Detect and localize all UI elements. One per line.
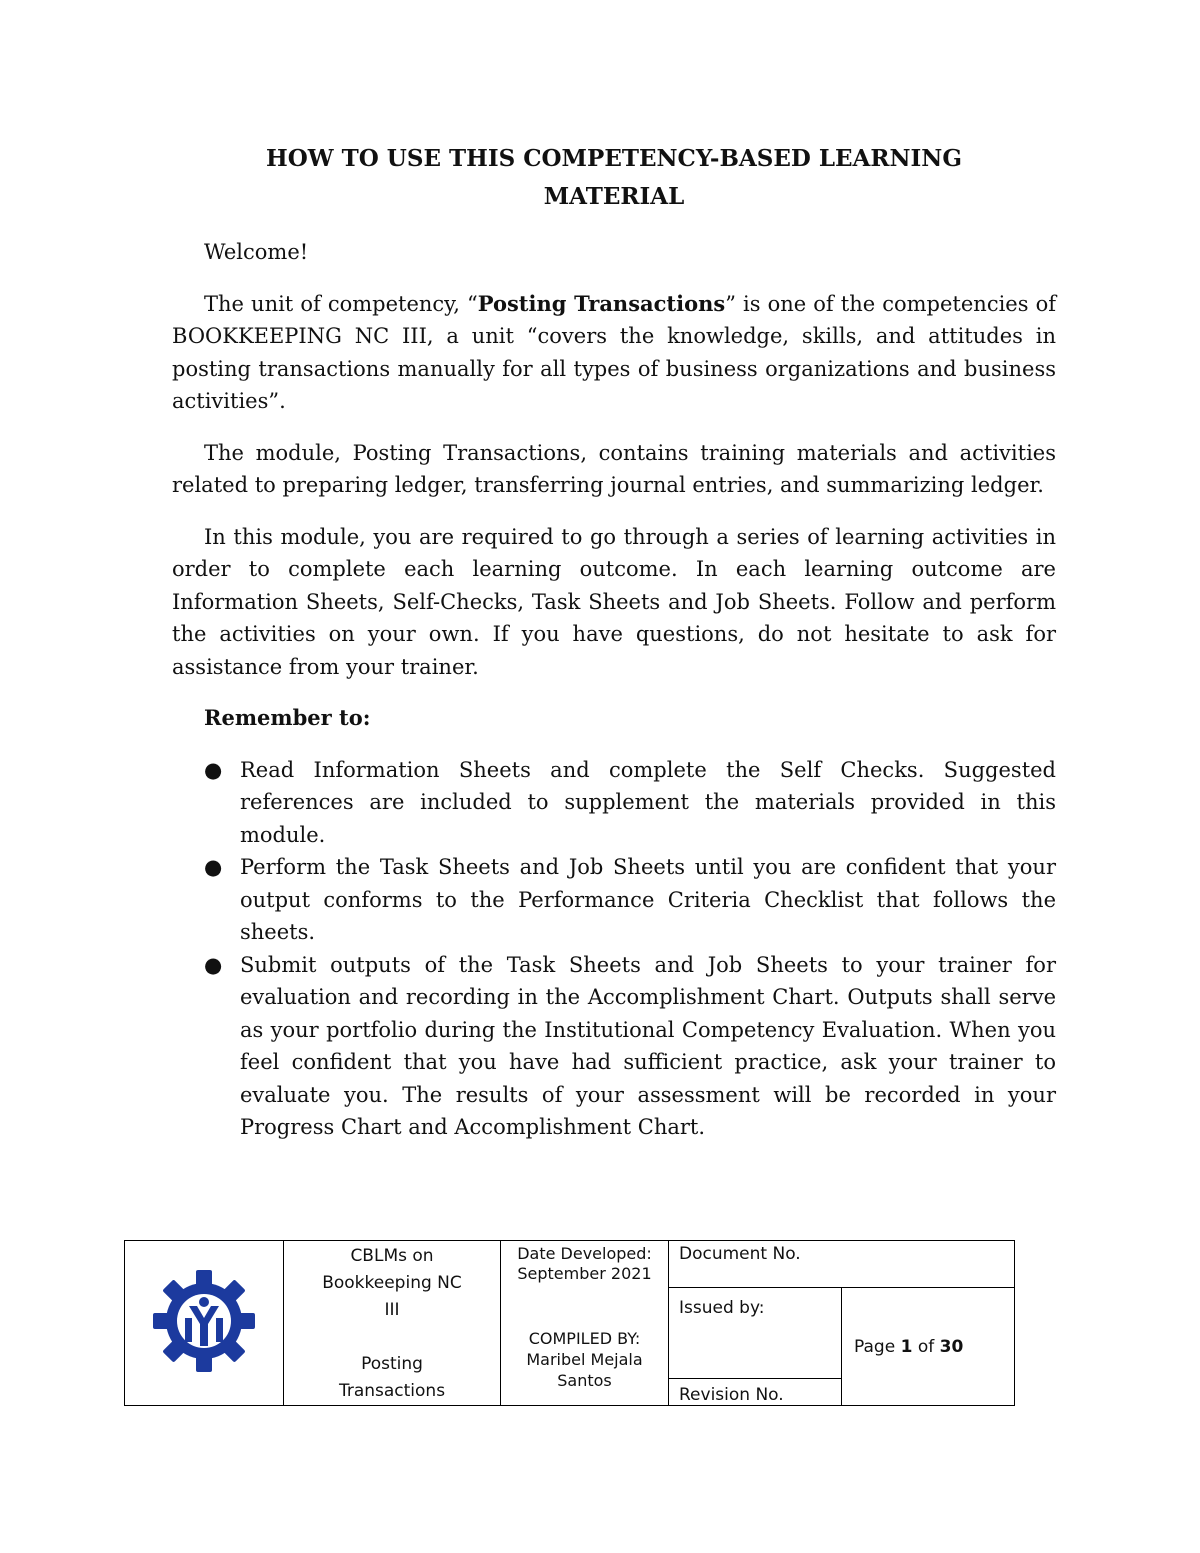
list-item-text: Submit outputs of the Task Sheets and Job Sheets to your trainer for evaluation and recording in the Accomplishment Chart. Outputs shall serve as your portfolio during the Institutional Competency Evaluation. When you feel confident that you have had sufficient practice, ask your trainer to evaluate you. The results of your assessment will be recorded in your Progress Chart and Accomplishment Chart. [240,952,1056,1139]
welcome-text: Welcome! [204,240,309,264]
list-item [204,851,1056,949]
paragraph-module: The module, Posting Transactions, contains training materials and activities related to preparing ledger, transferring journal entries, and summarizing ledger. [172,440,1056,497]
document-no-cell: Document No. [669,1241,1015,1288]
cblm-line-1: CBLMs on [350,1246,434,1266]
paragraph-instructions: In this module, you are required to go through a series of learning activities in order to complete each learning outcome. In each learning outcome are Information Sheets, Self-Checks, Task Sheets and Job Sheets. Follow and perform the activities on your own. If you have questions, do not hesitate to ask for assistance from your trainer. [172,524,1056,679]
cblm-line-3: III [384,1300,400,1320]
date-developed [501,1241,668,1284]
issued-by-cell: Issued by: [669,1288,842,1379]
module-line-1: Posting [361,1354,423,1374]
compiled-label: COMPILED BY: [528,1329,641,1348]
title-line-2: MATERIAL [543,183,685,210]
tesda-logo-icon [151,1268,257,1374]
bullet-icon: ● [204,855,223,879]
page-number-cell [842,1288,1015,1406]
page-total: 30 [939,1336,964,1357]
title-line-1: HOW TO USE THIS COMPETENCY-BASED LEARNING [266,145,962,172]
cblm-line-2: Bookkeeping NC [322,1273,462,1293]
list-item-text: Perform the Task Sheets and Job Sheets until you are confident that your output conforms to the Performance Criteria Checklist that follows the sheets. [240,855,1056,944]
bullet-icon: ● [204,952,223,977]
document-body [172,236,1056,1144]
paragraph-unit-of-competency [172,288,1056,418]
revision-no-cell: Revision No. [669,1379,842,1406]
cblm-title-cell [284,1241,501,1406]
page-current: 1 [900,1336,913,1357]
para1-pre: The unit of competency, “ [204,291,478,316]
para1-post: ” is one of the competencies of BOOKKEEPING NC III, a unit “covers the knowledge, skills, and attitudes in posting transactions manually for all types of business organizations and business activities”. [172,291,1056,413]
document-footer-table [124,1240,1015,1406]
remember-heading: Remember to: [204,705,371,730]
list-item-text: Read Information Sheets and complete the Self Checks. Suggested references are included to supplement the materials provided in this module. [240,757,1056,847]
bullet-icon: ● [204,757,223,782]
list-item [204,754,1056,852]
spacer [284,1324,500,1351]
page-of: of [917,1336,935,1357]
page-word: Page [854,1336,896,1357]
date-compiled-cell [501,1241,669,1406]
date-label: Date Developed: [517,1244,652,1263]
compiled-by [501,1328,668,1391]
para1-bold: Posting Transactions [477,290,726,316]
compiled-name-1: Maribel Mejala [526,1350,643,1369]
reminder-list [172,754,1056,1144]
module-line-2: Transactions [338,1381,446,1401]
compiled-name-2: Santos [557,1371,612,1390]
page-title [172,140,1056,216]
date-value: September 2021 [517,1264,652,1283]
list-item [204,949,1056,1144]
logo-cell [125,1241,284,1406]
